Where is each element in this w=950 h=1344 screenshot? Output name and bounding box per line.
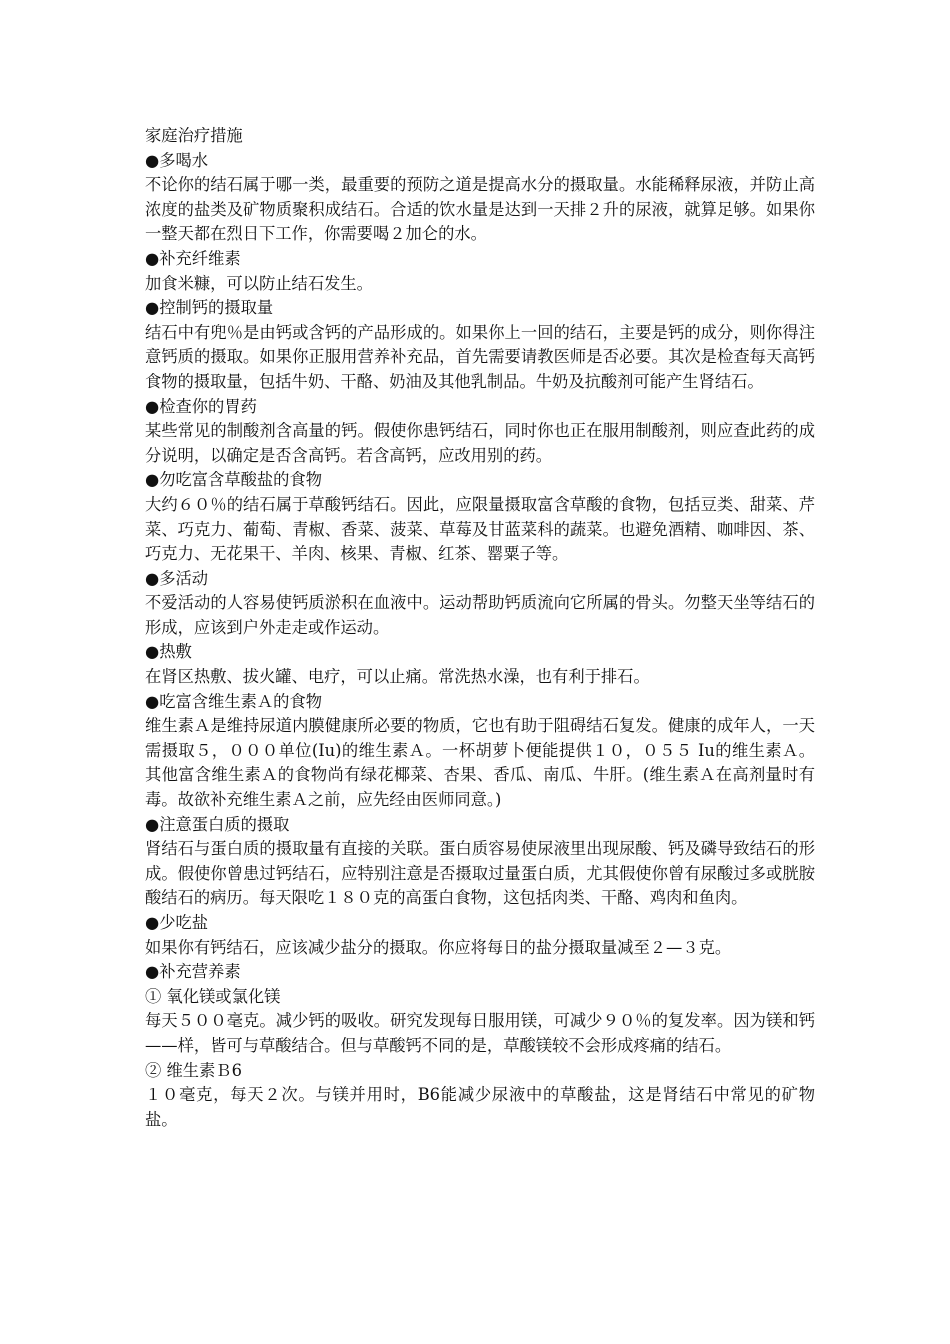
- section-heading-hot-compress: ●热敷: [145, 642, 192, 662]
- section-heading-calcium: ●控制钙的摄取量: [145, 298, 274, 318]
- section-body-protein: 肾结石与蛋白质的摄取量有直接的关联。蛋白质容易使尿液里出现尿酸、钙及磷导致结石的形成。假使你曾患过钙结石，应特别注意是否摄取过量蛋白质，尤其假使你曾有尿酸过多或胱胺酸结石的病历。每天限吃１８０克的高蛋白食物，这包括肉类、干酪、鸡肉和鱼肉。: [145, 839, 815, 908]
- section-body-salt: 如果你有钙结石，应该减少盐分的摄取。你应将每日的盐分摄取量减至２—３克。: [145, 937, 732, 957]
- section-body-magnesium: 每天５００毫克。减少钙的吸收。研究发现每日服用镁，可减少９０％的复发率。因为镁和钙——样，皆可与草酸结合。但与草酸钙不同的是，草酸镁较不会形成疼痛的结石。: [145, 1011, 815, 1055]
- document-page: [145, 124, 815, 1132]
- section-heading-oxalate: ●勿吃富含草酸盐的食物: [145, 470, 323, 490]
- section-heading-vitamin-a: ●吃富含维生素Ａ的食物: [145, 691, 323, 711]
- section-heading-stomach-medicine: ●检查你的胃药: [145, 396, 257, 416]
- section-heading-drink-water: ●多喝水: [145, 150, 209, 170]
- section-body-drink-water: 不论你的结石属于哪一类，最重要的预防之道是提高水分的摄取量。水能稀释尿液，并防止高浓度的盐类及矿物质聚积成结石。合适的饮水量是达到一天排２升的尿液，就算足够。如果你一整天都在烈日下工作，你需要喝２加仑的水。: [145, 175, 815, 244]
- section-body-stomach-medicine: 某些常见的制酸剂含高量的钙。假使你患钙结石，同时你也正在服用制酸剂，则应查此药的成分说明，以确定是否含高钙。若含高钙，应改用别的药。: [145, 421, 815, 465]
- section-body-calcium: 结石中有兜％是由钙或含钙的产品形成的。如果你上一回的结石，主要是钙的成分，则你得注意钙质的摄取。如果你正服用营养补充品，首先需要请教医师是否必要。其次是检查每天高钙食物的摄取量，包括牛奶、干酪、奶油及其他乳制品。牛奶及抗酸剂可能产生肾结石。: [145, 322, 815, 391]
- section-heading-vitamin-b6: ② 维生素Ｂ6: [145, 1060, 242, 1080]
- section-body-activity: 不爱活动的人容易使钙质淤积在血液中。运动帮助钙质流向它所属的骨头。勿整天坐等结石的形成，应该到户外走走或作运动。: [145, 593, 815, 637]
- document-title: 家庭治疗措施: [145, 126, 243, 145]
- section-body-vitamin-a: 维生素Ａ是维持尿道内膜健康所必要的物质，它也有助于阻碍结石复发。健康的成年人，一天需摄取５，０００单位(Iu)的维生素Ａ。一杯胡萝卜便能提供１０，０５５ Iu的维生素Ａ。其他富含维生素Ａ的食物尚有绿花椰菜、杏果、香瓜、南瓜、牛肝。(维生素Ａ在高剂量时有毒。故欲补充维生素Ａ之前，应先经由医师同意。): [145, 716, 815, 810]
- section-body-fiber: 加食米糠，可以防止结石发生。: [145, 273, 373, 293]
- section-heading-activity: ●多活动: [145, 568, 209, 588]
- section-body-vitamin-b6: １０毫克，每天２次。与镁并用时，B6能减少尿液中的草酸盐，这是肾结石中常见的矿物盐。: [145, 1085, 815, 1129]
- section-heading-protein: ●注意蛋白质的摄取: [145, 814, 290, 834]
- section-heading-magnesium: ① 氧化镁或氯化镁: [145, 986, 281, 1006]
- section-body-oxalate: 大约６０％的结石属于草酸钙结石。因此，应限量摄取富含草酸的食物，包括豆类、甜菜、芹菜、巧克力、葡萄、青椒、香菜、菠菜、草莓及甘蓝菜科的蔬菜。也避免酒精、咖啡因、茶、巧克力、无花果干、羊肉、核果、青椒、红茶、罂粟子等。: [145, 494, 815, 564]
- section-heading-salt: ●少吃盐: [145, 913, 209, 932]
- section-heading-fiber: ●补充纤维素: [145, 248, 241, 268]
- section-body-hot-compress: 在肾区热敷、拔火罐、电疗，可以止痛。常洗热水澡，也有利于排石。: [145, 667, 650, 687]
- section-heading-nutrients: ●补充营养素: [145, 962, 241, 982]
